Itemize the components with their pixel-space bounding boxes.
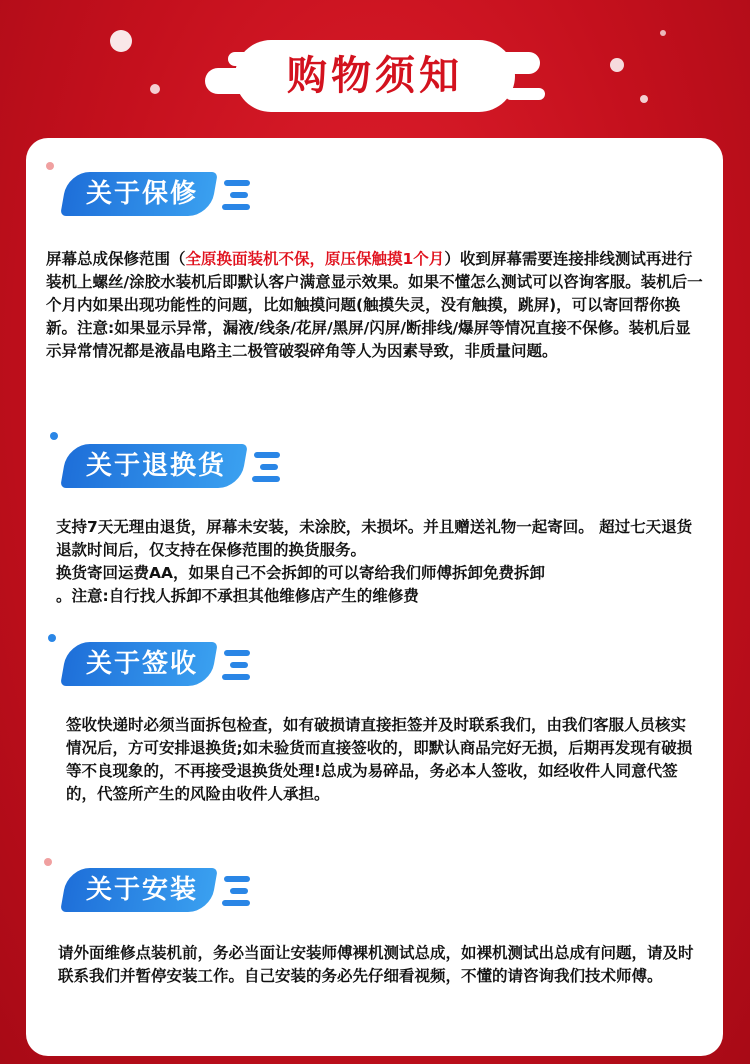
section-heading-install <box>64 868 284 918</box>
decor-dash <box>222 900 250 906</box>
decor-dash <box>222 674 250 680</box>
section-heading-text: 关于安装 <box>86 875 199 905</box>
decor-dash <box>230 662 248 668</box>
decor-dash <box>230 888 248 894</box>
section-body-returns: 支持7天无理由退货，屏幕未安装，未涂胶，未损坏。并且赠送礼物一起寄回。 超过七天退货退款时间后，仅支持在保修范围的换货服务。 换货寄回运费AA，如果自己不会拆卸的可以寄给我们师傅拆卸免费拆卸 。注意:自行找人拆卸不承担其他维修店产生的维修费 <box>56 518 693 605</box>
decor-dot <box>48 634 56 642</box>
decor-dash <box>224 180 250 186</box>
section-heading-text: 关于退换货 <box>86 451 227 481</box>
decor-dot <box>46 162 54 170</box>
content-card <box>26 138 723 1056</box>
section-heading-text: 关于保修 <box>86 179 199 209</box>
decor-dot <box>44 858 52 866</box>
page-title: 购物须知 <box>287 53 463 99</box>
section-heading-receipt <box>64 642 284 692</box>
page-header <box>0 0 750 140</box>
decor-dash <box>230 192 248 198</box>
section-body-receipt: 签收快递时必须当面拆包检查，如有破损请直接拒签并及时联系我们，由我们客服人员核实情况后，方可安排退换货;如未验货而直接签收的，即默认商品完好无损，后期再发现有破损等不良现象的，不再接受退换货处理!总成为易碎品，务必本人签收，如经收件人同意代签的，代签所产生的风险由收件人承担。 <box>66 716 693 803</box>
decor-dash <box>252 476 280 482</box>
decor-dash <box>224 650 250 656</box>
decor-dash <box>224 876 250 882</box>
warranty-text-end: ）收到屏幕需要连接排线测试再进行装机上螺丝/涂胶水装机后即默认客户满意显示效果。如果不懂怎么测试可以咨询客服。装机后一个月内如果出现功能性的问题，比如触摸问题(触摸失灵，没有触摸，跳屏)，可以寄回帮你换新。注意:如果显示异常，漏液/线条/花屏/黑屏/闪屏/断排线/爆屏等情况直接不保修。装机后显示异常情况都是液晶电路主二极管破裂碎角等人为因素导致，非质量问题。 <box>46 250 703 360</box>
section-heading-returns <box>64 444 284 494</box>
decor-dash <box>254 452 280 458</box>
section-heading-text: 关于签收 <box>86 649 199 679</box>
decor-dash <box>222 204 250 210</box>
decor-dot <box>50 432 58 440</box>
section-heading-warranty <box>64 172 284 222</box>
warranty-highlight: 全原换面装机不保，原压保触摸1个月 <box>185 250 445 268</box>
decor-dash <box>260 464 278 470</box>
section-body-warranty <box>46 248 706 363</box>
section-body-install: 请外面维修点装机前，务必当面让安装师傅裸机测试总成，如裸机测试出总成有问题，请及时联系我们并暂停安装工作。自己安装的务必先仔细看视频，不懂的请咨询我们技术师傅。 <box>58 944 694 985</box>
warranty-text-start: 屏幕总成保修范围（ <box>46 250 186 268</box>
